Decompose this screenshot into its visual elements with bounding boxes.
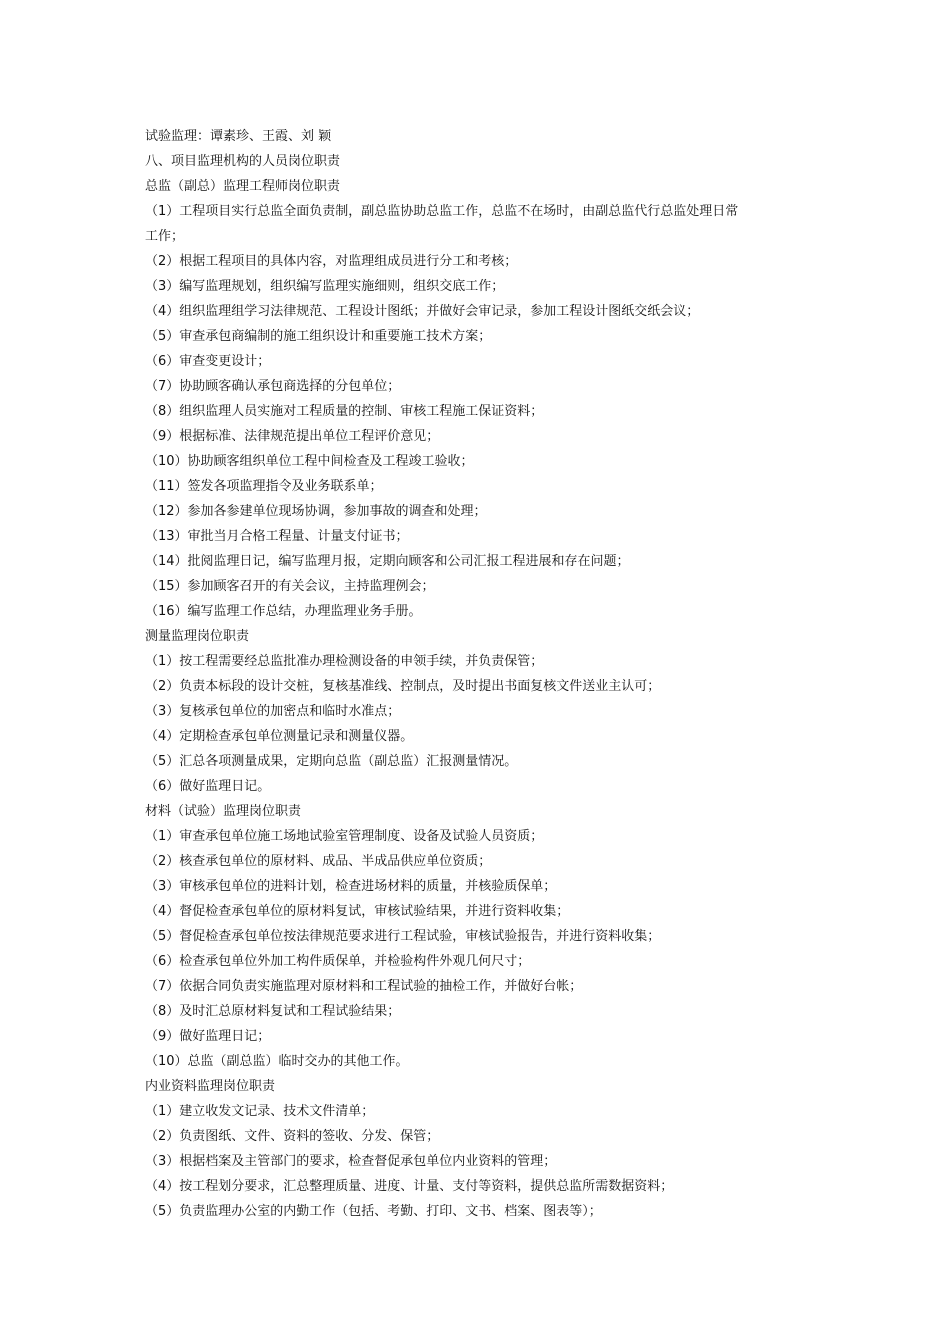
text-line: （5）负责监理办公室的内勤工作（包括、考勤、打印、文书、档案、图表等）； xyxy=(145,1204,602,1219)
text-line: （4）定期检查承包单位测量记录和测量仪器。 xyxy=(145,729,414,744)
text-line: （13）审批当月合格工程量、计量支付证书； xyxy=(145,529,409,544)
text-line: （4）按工程划分要求，汇总整理质量、进度、计量、支付等资料，提供总监所需数据资料； xyxy=(145,1179,674,1194)
text-line: 八、项目监理机构的人员岗位职责 xyxy=(145,154,341,169)
text-line: （1）审查承包单位施工场地试验室管理制度、设备及试验人员资质； xyxy=(145,829,544,844)
text-line: （3）根据档案及主管部门的要求，检查督促承包单位内业资料的管理； xyxy=(145,1154,557,1169)
text-line: （1）按工程需要经总监批准办理检测设备的申领手续，并负责保管； xyxy=(145,654,544,669)
text-line: （6）做好监理日记。 xyxy=(145,779,271,794)
text-line: （4）组织监理组学习法律规范、工程设计图纸；并做好会审记录，参加工程设计图纸交纸会议； xyxy=(145,304,700,319)
text-line: 测量监理岗位职责 xyxy=(145,629,250,644)
text-line: （2）负责图纸、文件、资料的签收、分发、保管； xyxy=(145,1129,440,1144)
text-line: （9）根据标准、法律规范提出单位工程评价意见； xyxy=(145,429,440,444)
text-line: 总监（副总）监理工程师岗位职责 xyxy=(145,179,341,194)
text-line: （10）协助顾客组织单位工程中间检查及工程竣工验收； xyxy=(145,454,474,469)
text-line: （5）审查承包商编制的施工组织设计和重要施工技术方案； xyxy=(145,329,492,344)
text-line: （3）编写监理规划，组织编写监理实施细则，组织交底工作； xyxy=(145,279,505,294)
text-line: （2）负责本标段的设计交桩，复核基准线、控制点，及时提出书面复核文件送业主认可； xyxy=(145,679,661,694)
text-line: （12）参加各参建单位现场协调，参加事故的调查和处理； xyxy=(145,504,487,519)
text-line: 试验监理：谭素珍、王霞、刘 颖 xyxy=(145,129,332,144)
text-line: （8）组织监理人员实施对工程质量的控制、审核工程施工保证资料； xyxy=(145,404,544,419)
text-line: （7）协助顾客确认承包商选择的分包单位； xyxy=(145,379,401,394)
text-line: （6）审查变更设计； xyxy=(145,354,271,369)
text-line: （15）参加顾客召开的有关会议，主持监理例会； xyxy=(145,579,435,594)
text-line: （1）工程项目实行总监全面负责制，副总监协助总监工作，总监不在场时，由副总监代行总监处理日常 xyxy=(145,204,739,219)
text-line: （5）督促检查承包单位按法律规范要求进行工程试验，审核试验报告，并进行资料收集； xyxy=(145,929,661,944)
text-line: （3）复核承包单位的加密点和临时水准点； xyxy=(145,704,401,719)
text-line: （11）签发各项监理指令及业务联系单； xyxy=(145,479,383,494)
text-line: （4）督促检查承包单位的原材料复试，审核试验结果，并进行资料收集； xyxy=(145,904,570,919)
text-line: 工作； xyxy=(145,229,185,244)
text-line: （2）核查承包单位的原材料、成品、半成品供应单位资质； xyxy=(145,854,492,869)
text-line: （8）及时汇总原材料复试和工程试验结果； xyxy=(145,1004,401,1019)
text-line: （14）批阅监理日记，编写监理月报，定期向顾客和公司汇报工程进展和存在问题； xyxy=(145,554,630,569)
text-line: 材料（试验）监理岗位职责 xyxy=(145,804,302,819)
text-line: （16）编写监理工作总结，办理监理业务手册。 xyxy=(145,604,422,619)
document-body xyxy=(145,124,825,1224)
text-line: （6）检查承包单位外加工构件质保单，并检验构件外观几何尺寸； xyxy=(145,954,531,969)
text-line: （9）做好监理日记； xyxy=(145,1029,271,1044)
text-line: （2）根据工程项目的具体内容，对监理组成员进行分工和考核； xyxy=(145,254,518,269)
text-line: （10）总监（副总监）临时交办的其他工作。 xyxy=(145,1054,409,1069)
text-line: （3）审核承包单位的进料计划，检查进场材料的质量，并核验质保单； xyxy=(145,879,557,894)
text-line: （1）建立收发文记录、技术文件清单； xyxy=(145,1104,375,1119)
text-line: 内业资料监理岗位职责 xyxy=(145,1079,276,1094)
text-line: （7）依据合同负责实施监理对原材料和工程试验的抽检工作，并做好台帐； xyxy=(145,979,583,994)
text-line: （5）汇总各项测量成果，定期向总监（副总监）汇报测量情况。 xyxy=(145,754,518,769)
